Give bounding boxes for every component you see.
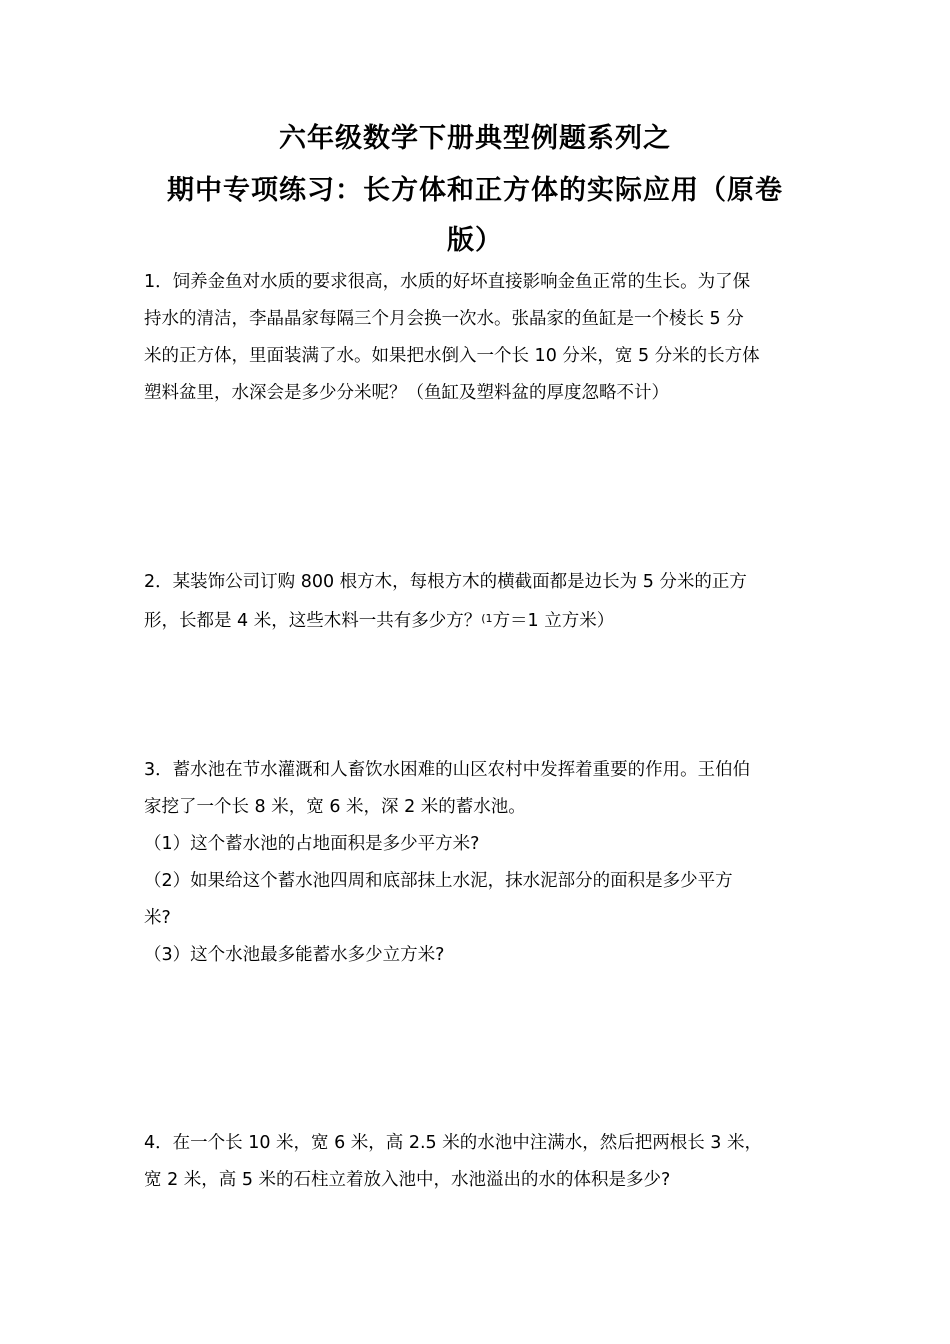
question-4-line-2: 宽 2 米，高 5 米的石柱立着放入池中，水池溢出的水的体积是多少? <box>144 1170 671 1190</box>
question-4-line-1: 4．在一个长 10 米，宽 6 米，高 2.5 米的水池中注满水，然后把两根长 3 米， <box>144 1133 763 1153</box>
question-3-sub-2-line-1: （2）如果给这个蓄水池四周和底部抹上水泥，抹水泥部分的面积是多少平方 <box>144 871 733 891</box>
question-1-line-3: 米的正方体，里面装满了水。如果把水倒入一个长 10 分米，宽 5 分米的长方体 <box>144 346 760 366</box>
question-2-line-2 <box>144 607 614 633</box>
question-3-sub-1: （1）这个蓄水池的占地面积是多少平方米? <box>144 834 480 854</box>
question-3-sub-2-line-2: 米? <box>144 908 171 928</box>
question-1-line-1: 1．饲养金鱼对水质的要求很高，水质的好坏直接影响金鱼正常的生长。为了保 <box>144 272 751 292</box>
question-2-line-2-main: 形，长都是 4 米，这些木料一共有多少方？ <box>144 611 482 631</box>
title-line-2: 期中专项练习：长方体和正方体的实际应用（原卷 <box>167 175 783 206</box>
title-line-3: 版） <box>447 225 503 256</box>
question-1-line-4: 塑料盆里，水深会是多少分米呢？（鱼缸及塑料盆的厚度忽略不计） <box>144 383 669 403</box>
title-line-1: 六年级数学下册典型例题系列之 <box>279 123 671 154</box>
question-2-line-2-end: 方＝1 立方米） <box>492 611 615 631</box>
question-3-line-1: 3．蓄水池在节水灌溉和人畜饮水困难的山区农村中发挥着重要的作用。王伯伯 <box>144 760 751 780</box>
question-1-line-2: 持水的清洁，李晶晶家每隔三个月会换一次水。张晶家的鱼缸是一个棱长 5 分 <box>144 309 744 329</box>
question-2-small-paren: (1 <box>481 612 493 625</box>
question-3-line-2: 家挖了一个长 8 米，宽 6 米，深 2 米的蓄水池。 <box>144 797 526 817</box>
question-2-line-1: 2．某装饰公司订购 800 根方木，每根方木的横截面都是边长为 5 分米的正方 <box>144 572 747 592</box>
question-3-sub-3: （3）这个水池最多能蓄水多少立方米? <box>144 945 445 965</box>
